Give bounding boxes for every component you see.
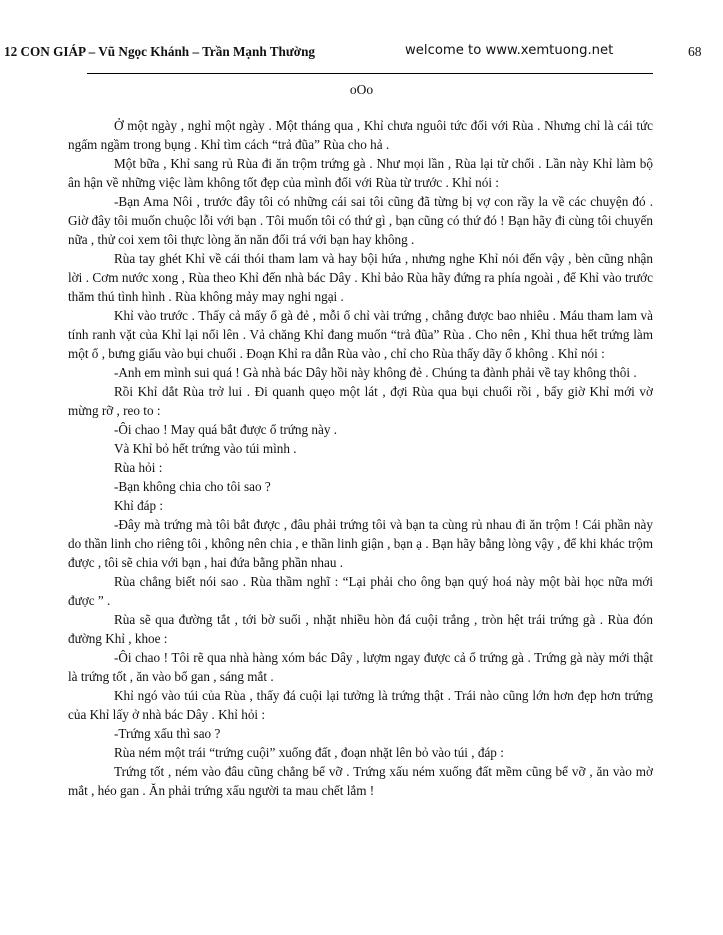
paragraph: Rùa tay ghét Khỉ về cái thói tham lam và hay bội hứa , nhưng nghe Khỉ nói đến vậy , bèn cũng nhận lời . Cơm nước xong , Rùa theo Khỉ đến nhà bác Dây . Khỉ bảo Rùa hãy đứng ra phía ngoài , để Khỉ vào trước thăm thú tình hình . Rùa không mảy may nghi ngại . <box>68 251 653 304</box>
paragraph: -Ôi chao ! May quá bắt được ổ trứng này . <box>114 422 338 437</box>
paragraph: -Đây mà trứng mà tôi bắt được , đâu phải trứng tôi và bạn ta cùng rủ nhau đi ăn trộm ! Cái phần này do thần linh cho riêng tôi , không nên chia , e thần linh giận , bạn ạ . Bạn hãy bằng lòng vậy , để khi khác trộm được , tôi sẽ chia với bạn , hai đứa bằng phần nhau . <box>68 517 653 570</box>
paragraph: Rùa sẽ qua đường tắt , tới bờ suối , nhặt nhiều hòn đá cuội trắng , tròn hệt trái trứng gà . Rùa đón đường Khỉ , khoe : <box>68 612 653 646</box>
book-title: 12 CON GIÁP – Vũ Ngọc Khánh – Trần Mạnh Thường <box>4 44 316 59</box>
paragraph: -Bạn Ama Nôi , trước đây tôi có những cái sai tôi cũng đã từng bị vợ con rầy la về các chuyện đó . Giờ đây tôi muốn chuộc lỗi với bạn . Tôi muốn tôi có thứ gì , bạn cũng có thứ đó ! Bạn hãy đi cùng tôi chuyến nữa , thử coi xem tôi thực lòng ăn năn đối trá với bạn hay không . <box>68 194 653 247</box>
paragraph: -Trứng xấu thì sao ? <box>114 726 221 741</box>
paragraph: Rùa hỏi : <box>114 460 163 475</box>
page-number: 68 <box>688 44 702 59</box>
header-rule <box>87 73 653 74</box>
story-body <box>68 116 653 800</box>
paragraph: Khỉ vào trước . Thấy cả mấy ổ gà đẻ , mỗi ổ chỉ vài trứng , chẳng được bao nhiêu . Máu tham lam và tính ranh vặt của Khỉ lại nổi lên . Vả chăng Khỉ đang muốn “trả đũa” Rùa . Cho nên , Khỉ thua hết trứng làm một ổ , bưng giấu vào bụi chuối . Đoạn Khỉ ra dẫn Rùa vào , chỉ cho Rùa thấy dãy ổ không . Khỉ nói : <box>68 308 653 361</box>
website-link[interactable]: welcome to www.xemtuong.net <box>405 43 614 58</box>
paragraph: Rồi Khỉ dắt Rùa trở lui . Đi quanh quẹo một lát , đợi Rùa qua bụi chuối rồi , bấy giờ Khỉ mới vờ mừng rỡ , reo to : <box>68 384 653 418</box>
paragraph: Trứng tốt , ném vào đâu cũng chẳng bể vỡ . Trứng xấu ném xuống đất mềm cũng bể vỡ , ăn vào mờ mắt , héo gan . Ăn phải trứng xấu người ta mau chết lắm ! <box>68 764 653 798</box>
paragraph: Một bữa , Khỉ sang rủ Rùa đi ăn trộm trứng gà . Như mọi lần , Rùa lại từ chối . Lần này Khỉ làm bộ ân hận về những việc làm không tốt đẹp của mình đối với Rùa từ trước . Khỉ nói : <box>68 156 653 190</box>
paragraph: Rùa ném một trái “trứng cuội” xuống đất , đoạn nhặt lên bỏ vào túi , đáp : <box>114 745 504 760</box>
paragraph: -Ôi chao ! Tôi rẽ qua nhà hàng xóm bác Dây , lượm ngay được cả ổ trứng gà . Trứng gà này mới thật là trứng tốt , ăn vào bổ gan , sáng mắt . <box>68 650 653 684</box>
paragraph: Rùa chẳng biết nói sao . Rùa thầm nghĩ : “Lại phải cho ông bạn quý hoá này một bài học nữa mới được ” . <box>68 574 653 608</box>
paragraph: -Bạn không chia cho tôi sao ? <box>114 479 271 494</box>
paragraph: Khỉ đáp : <box>114 498 164 513</box>
paragraph: -Anh em mình sui quá ! Gà nhà bác Dây hồi này không đẻ . Chúng ta đành phải về tay không thôi . <box>114 365 637 380</box>
paragraph: Và Khỉ bỏ hết trứng vào túi mình . <box>114 441 297 456</box>
page-header <box>0 44 723 64</box>
section-separator: oOo <box>349 82 374 97</box>
paragraph: Khỉ ngó vào túi của Rùa , thấy đá cuội lại tưởng là trứng thật . Trái nào cũng lớn hơn đẹp hơn trứng của Khỉ lấy ở nhà bác Dây . Khỉ hỏi : <box>68 688 653 722</box>
paragraph: Ở một ngày , nghỉ một ngày . Một tháng qua , Khỉ chưa nguôi tức đối với Rùa . Nhưng chỉ là cái tức ngấm ngầm trong bụng . Khỉ tìm cách “trả đũa” Rùa cho hả . <box>68 118 653 152</box>
